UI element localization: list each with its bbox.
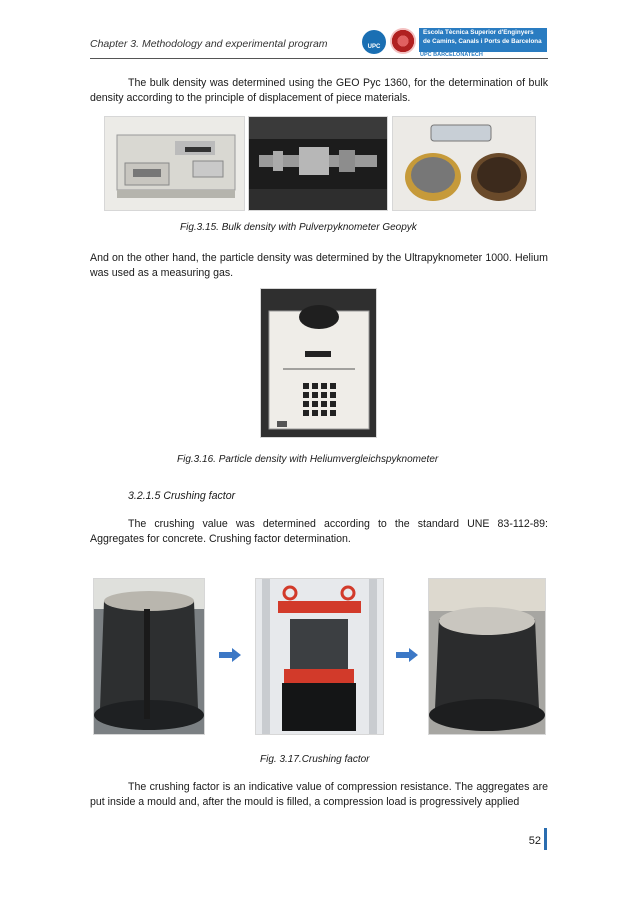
- sample-dishes-photo: [392, 116, 536, 211]
- geopyc-instrument-photo: [104, 116, 245, 211]
- figure-caption-3-17: Fig. 3.17.Crushing factor: [260, 754, 370, 765]
- header-rule: [90, 58, 548, 59]
- arrow-right-icon-1: [219, 648, 241, 662]
- school-name-line-1: Escola Tècnica Superior d'Enginyers: [423, 29, 534, 36]
- paragraph-crushing-value: The crushing value was determined according to the standard UNE 83-112-89: Aggregates for concrete. Crushing factor determination.: [90, 518, 548, 545]
- geopyc-chamber-photo: [248, 116, 388, 211]
- page-number-bar: [544, 828, 547, 850]
- paragraph-bulk-density: The bulk density was determined using the GEO Pyc 1360, for the determination of bulk density according to the principle of displacement of piece materials.: [90, 77, 548, 104]
- school-name-band: [419, 28, 547, 52]
- section-heading-crushing-factor: 3.2.1.5 Crushing factor: [128, 490, 236, 502]
- school-seal-icon: [390, 28, 416, 54]
- mould-before-photo: [93, 578, 205, 735]
- chapter-title: Chapter 3. Methodology and experimental program: [90, 38, 328, 50]
- school-name-line-2: de Camins, Canals i Ports de Barcelona: [423, 37, 542, 45]
- school-subtitle: UPC BARCELONATECH: [420, 52, 483, 58]
- figure-caption-3-16: Fig.3.16. Particle density with Heliumvergleichspyknometer: [177, 454, 439, 465]
- compression-press-photo: [255, 578, 384, 735]
- upc-logo: [362, 30, 386, 54]
- ultrapyknometer-photo: [260, 288, 377, 438]
- paragraph-particle-density: And on the other hand, the particle density was determined by the Ultrapyknometer 1000. Helium was used as a measuring gas.: [90, 252, 548, 279]
- page-number: 52: [528, 835, 541, 847]
- arrow-right-icon-2: [396, 648, 418, 662]
- figure-caption-3-15: Fig.3.15. Bulk density with Pulverpyknometer Geopyk: [180, 222, 417, 233]
- paragraph-crushing-factor: The crushing factor is an indicative value of compression resistance. The aggregates are put inside a mould and, after the mould is filled, a compression load is progressively applied: [90, 781, 548, 808]
- upc-logo-text: UPC: [367, 44, 381, 50]
- mould-after-photo: [428, 578, 546, 735]
